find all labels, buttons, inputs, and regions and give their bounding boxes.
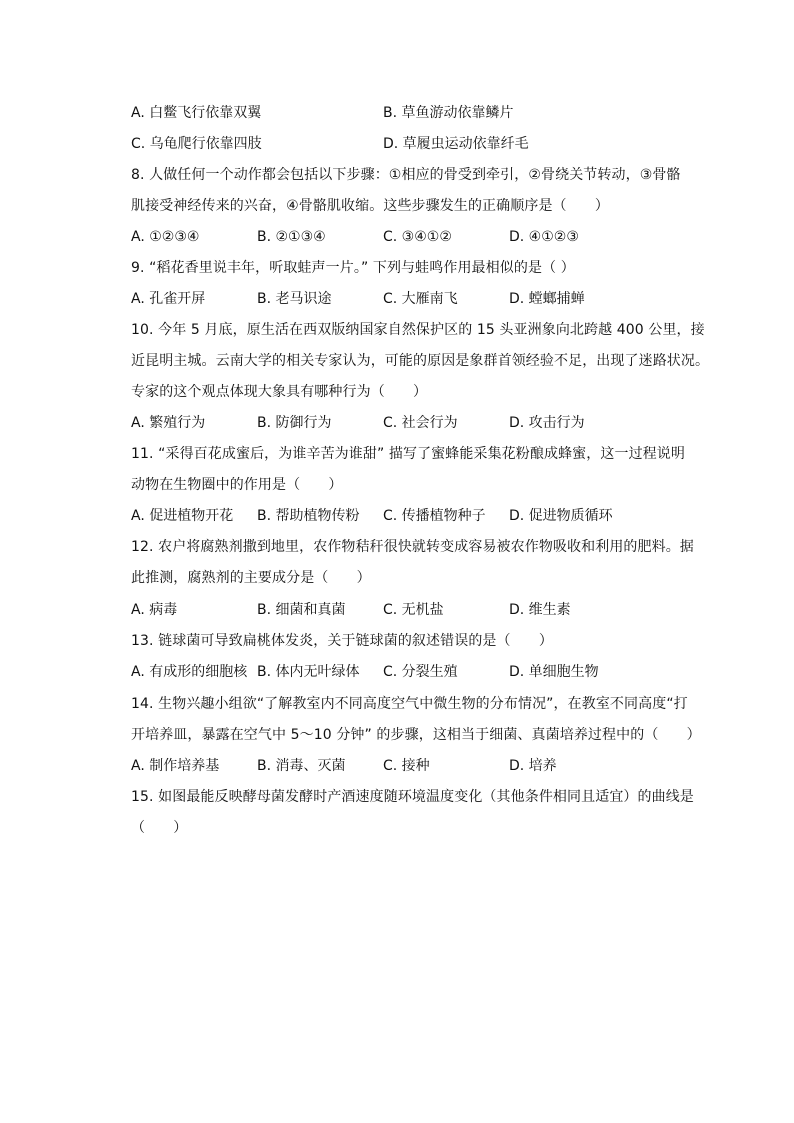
q9-option-a[interactable]: A. 孔雀开屏 <box>131 291 206 307</box>
q11-option-c[interactable]: C. 传播植物种子 <box>383 508 486 524</box>
q9-option-c[interactable]: C. 大雁南飞 <box>383 291 458 307</box>
q11-option-b[interactable]: B. 帮助植物传粉 <box>257 508 360 524</box>
q10-stem-line2: 近昆明主城。云南大学的相关专家认为，可能的原因是象群首领经验不足，出现了迷路状况。 <box>131 353 710 369</box>
q14-option-d[interactable]: D. 培养 <box>509 758 557 774</box>
q8-stem-line1: 8. 人做任何一个动作都会包括以下步骤：①相应的骨受到牵引，②骨绕关节转动，③骨骼 <box>131 167 681 183</box>
q10-option-b[interactable]: B. 防御行为 <box>257 415 332 431</box>
q10-option-c[interactable]: C. 社会行为 <box>383 415 458 431</box>
q9-stem-line1: 9. “稻花香里说丰年，听取蛙声一片。” 下列与蛙鸣作用最相似的是（ ） <box>131 260 575 276</box>
q8-option-c[interactable]: C. ③④①② <box>383 229 452 245</box>
q14-option-b[interactable]: B. 消毒、灭菌 <box>257 758 346 774</box>
q11-option-a[interactable]: A. 促进植物开花 <box>131 508 234 524</box>
q10-stem-line3: 专家的这个观点体现大象具有哪种行为（ ） <box>131 384 428 400</box>
q8-option-a[interactable]: A. ①②③④ <box>131 229 200 245</box>
q14-option-c[interactable]: C. 接种 <box>383 758 430 774</box>
q10-option-a[interactable]: A. 繁殖行为 <box>131 415 206 431</box>
q12-stem-line1: 12. 农户将腐熟剂撒到地里，农作物秸秆很快就转变成容易被农作物吸收和利用的肥料。据 <box>131 539 694 555</box>
q13-option-a[interactable]: A. 有成形的细胞核 <box>131 664 248 680</box>
q15-stem-line1: 15. 如图最能反映酵母菌发酵时产酒速度随环境温度变化（其他条件相同且适宜）的曲线是 <box>131 789 694 805</box>
q7-option-b[interactable]: B. 草鱼游动依靠鳞片 <box>383 105 514 121</box>
q12-option-d[interactable]: D. 维生素 <box>509 602 571 618</box>
q14-stem-line2: 开培养皿，暴露在空气中 5～10 分钟” 的步骤，这相当于细菌、真菌培养过程中的（ ） <box>131 727 701 743</box>
q8-option-b[interactable]: B. ②①③④ <box>257 229 326 245</box>
q9-option-b[interactable]: B. 老马识途 <box>257 291 332 307</box>
q13-option-d[interactable]: D. 单细胞生物 <box>509 664 599 680</box>
q7-option-c[interactable]: C. 乌龟爬行依靠四肢 <box>131 136 262 152</box>
q8-option-d[interactable]: D. ④①②③ <box>509 229 579 245</box>
q14-stem-line1: 14. 生物兴趣小组欲“了解教室内不同高度空气中微生物的分布情况”，在教室不同高度“打 <box>131 696 688 712</box>
q13-option-b[interactable]: B. 体内无叶绿体 <box>257 664 360 680</box>
q11-stem-line2: 动物在生物圈中的作用是（ ） <box>131 477 343 493</box>
q7-option-d[interactable]: D. 草履虫运动依靠纤毛 <box>383 136 529 152</box>
q12-option-b[interactable]: B. 细菌和真菌 <box>257 602 346 618</box>
q13-option-c[interactable]: C. 分裂生殖 <box>383 664 458 680</box>
q12-option-c[interactable]: C. 无机盐 <box>383 602 444 618</box>
q11-stem-line1: 11. “采得百花成蜜后，为谁辛苦为谁甜” 描写了蜜蜂能采集花粉酿成蜂蜜，这一过程说明 <box>131 446 685 462</box>
q10-option-d[interactable]: D. 攻击行为 <box>509 415 585 431</box>
q12-stem-line2: 此推测，腐熟剂的主要成分是（ ） <box>131 570 371 586</box>
q11-option-d[interactable]: D. 促进物质循环 <box>509 508 613 524</box>
q14-option-a[interactable]: A. 制作培养基 <box>131 758 220 774</box>
q15-stem-line2: （ ） <box>131 820 188 836</box>
q12-option-a[interactable]: A. 病毒 <box>131 602 178 618</box>
q9-option-d[interactable]: D. 螳螂捕蝉 <box>509 291 585 307</box>
q7-option-a[interactable]: A. 白鳖飞行依靠双翼 <box>131 105 262 121</box>
q10-stem-line1: 10. 今年 5 月底，原生活在西双版纳国家自然保护区的 15 头亚洲象向北跨越 400 公里，接 <box>131 322 705 338</box>
q13-stem-line1: 13. 链球菌可导致扁桃体发炎，关于链球菌的叙述错误的是（ ） <box>131 633 553 649</box>
q8-stem-line2: 肌接受神经传来的兴奋，④骨骼肌收缩。这些步骤发生的正确顺序是（ ） <box>131 198 609 214</box>
